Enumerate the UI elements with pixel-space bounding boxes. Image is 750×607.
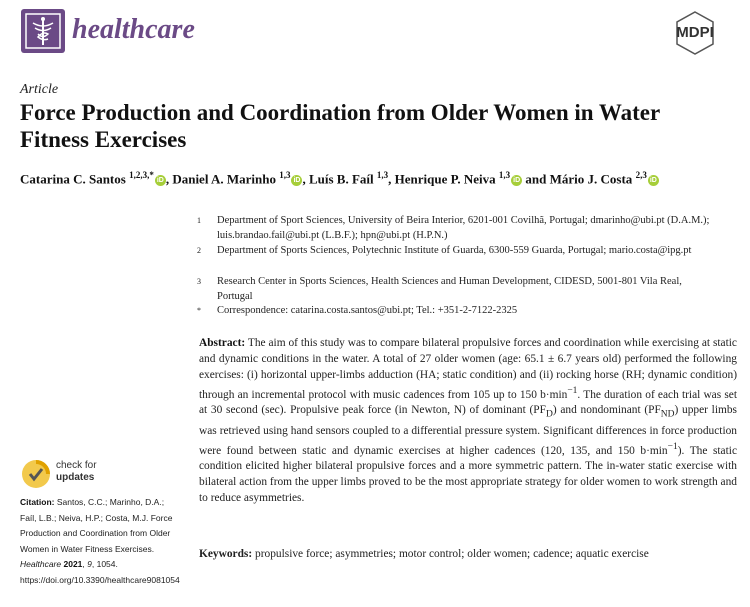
citation-text: Santos, C.C.; Marinho, D.A.; Faíl, L.B.; Neiva, H.P.; Costa, M.J. Force Production and Coordination from Older Women in Water Fitness Exercises. xyxy=(20,497,173,554)
author-separator: , xyxy=(302,171,309,187)
abstract-superscript: −1 xyxy=(667,441,678,452)
affiliation-2 xyxy=(197,243,717,258)
author-name[interactable]: Catarina C. Santos xyxy=(20,171,126,187)
orcid-icon[interactable]: iD xyxy=(156,177,164,185)
check-for-updates-badge[interactable] xyxy=(20,458,160,490)
citation-year: 2021 xyxy=(63,559,83,569)
author-name[interactable]: Henrique P. Neiva xyxy=(394,171,496,187)
correspondence xyxy=(197,303,717,318)
author-name[interactable]: Daniel A. Marinho xyxy=(172,171,276,187)
author-name[interactable]: Mário J. Costa xyxy=(549,171,633,187)
abstract-text: ). The static condition elicited higher bilateral propulsive forces and a more symmetric pattern. The in-water static exercise with bilateral action from the upper limbs proved to be the most appropriate strategy for older women to work strength and to reduce asymmetries. xyxy=(199,444,737,505)
check-updates-line2: updates xyxy=(56,472,95,483)
orcid-icon[interactable]: iD xyxy=(293,177,301,185)
author-list xyxy=(20,170,740,187)
abstract-text: The aim of this study was to compare bilateral propulsive forces and coordination while exercising at static and dynamic conditions in the water. A total of 27 older women (age: 65.1 ± 6.7 years old) performed the following exercises: (i) horizontal upper-limbs adduction (HA; static condition) and (ii) rocking horse (RH; dynamic condition) through an incremental protocol with music cadences from 105 up to 150 b·min xyxy=(199,337,737,401)
author-separator: , xyxy=(165,171,173,187)
mdpi-logo[interactable] xyxy=(661,10,729,56)
author-separator: , xyxy=(388,171,395,187)
article-title: Force Production and Coordination from Older Women in Water Fitness Exercises xyxy=(20,100,660,152)
keywords-text: propulsive force; asymmetries; motor control; older women; cadence; aquatic exercise xyxy=(255,548,649,560)
correspondence-text: Correspondence: catarina.costa.santos@ubi.pt; Tel.: +351-2-7122-2325 xyxy=(217,305,518,316)
abstract xyxy=(199,336,737,507)
check-updates-line1: check for xyxy=(56,460,97,471)
affiliation-1 xyxy=(197,213,717,243)
orcid-icon[interactable]: iD xyxy=(513,177,521,185)
abstract-text: ) upper limbs was retrieved using hand sensors coupled to a differential pressure system. Significant differences in force production were found between static and dynamic exercises at higher cadences (120, 135, and 150 b·min xyxy=(199,404,737,457)
orcid-icon[interactable]: iD xyxy=(649,177,657,185)
author-affiliation-marker: 1,3 xyxy=(498,170,511,180)
journal-name[interactable]: healthcare xyxy=(72,14,195,45)
affiliation-text: Research Center in Sports Sciences, Health Sciences and Human Development, CIDESD, 5001-801 Vila Real, Portugal xyxy=(217,276,682,302)
citation-label: Citation: xyxy=(20,497,55,507)
affiliation-number: * xyxy=(197,306,201,315)
author-affiliation-marker: 1,3 xyxy=(376,170,389,180)
affiliation-number: 1 xyxy=(197,216,201,225)
journal-logo xyxy=(21,9,65,53)
citation-doi[interactable]: , 1054. https://doi.org/10.3390/healthcare9081054 xyxy=(20,559,180,585)
caduceus-icon xyxy=(21,9,65,53)
abstract-subscript: D xyxy=(545,409,553,420)
author-affiliation-marker: 1,3 xyxy=(279,170,291,180)
abstract-subscript: ND xyxy=(660,409,675,420)
citation-volume: 9 xyxy=(87,559,92,569)
citation-journal: Healthcare xyxy=(20,559,62,569)
mdpi-label: MDPI xyxy=(676,24,714,41)
author-affiliation-marker: 2,3 xyxy=(635,170,647,180)
keywords xyxy=(199,548,737,560)
abstract-superscript: −1 xyxy=(567,385,578,396)
author-name[interactable]: Luís B. Faíl xyxy=(308,171,374,187)
check-updates-icon xyxy=(20,458,52,490)
affiliation-number: 3 xyxy=(197,277,201,286)
affiliation-3 xyxy=(197,274,717,304)
affiliation-text: Department of Sports Sciences, Polytechnic Institute of Guarda, 6300-559 Guarda, Portugal; mario.costa@ipg.pt xyxy=(217,245,692,256)
keywords-label: Keywords: xyxy=(199,548,253,560)
author-separator: and xyxy=(522,171,550,187)
affiliation-number: 2 xyxy=(197,246,201,255)
citation-block: Citation: Santos, C.C.; Marinho, D.A.; Faíl, L.B.; Neiva, H.P.; Costa, M.J. Force Production and Coordination from Older Women in Water Fitness Exercises. Healthcare 2021, 9, 1054. https://doi.org/10.3390/healthcare9081054 xyxy=(20,497,180,585)
abstract-text: . The duration of each trial was set at 30 second (sec). Propulsive peak force (in Newton, N) of dominant (PF xyxy=(199,388,737,417)
author-affiliation-marker: 1,2,3,* xyxy=(129,170,154,180)
article-type: Article xyxy=(20,82,59,97)
abstract-label: Abstract: xyxy=(199,337,246,349)
affiliation-text: Department of Sport Sciences, University of Beira Interior, 6201-001 Covilhã, Portugal; dmarinho@ubi.pt (D.A.M.); luis.brandao.fail@ubi.pt (L.B.F.); hpn@ubi.pt (H.P.N.) xyxy=(217,215,710,241)
abstract-text: ) and nondominant (PF xyxy=(552,404,661,417)
